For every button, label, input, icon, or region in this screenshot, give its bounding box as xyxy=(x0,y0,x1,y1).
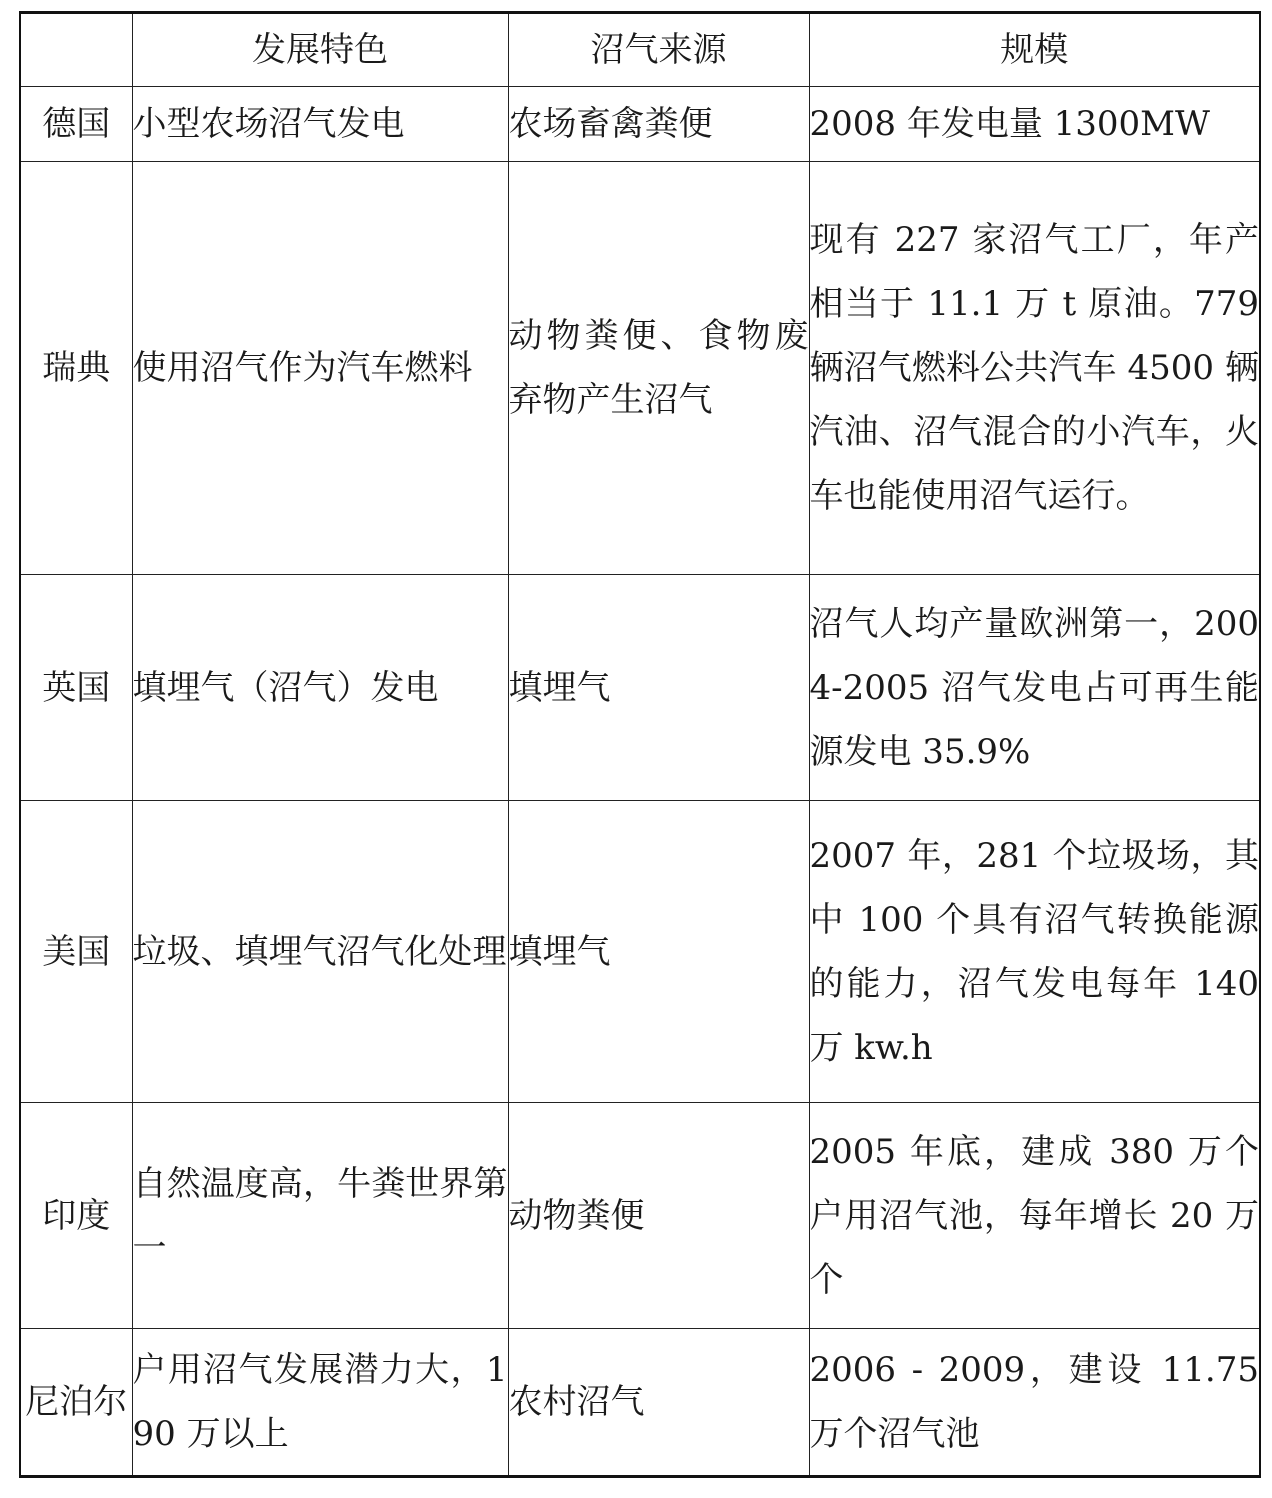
country-cell: 美国 xyxy=(20,801,132,1103)
country-cell: 英国 xyxy=(20,575,132,801)
country-cell: 德国 xyxy=(20,87,132,162)
header-country xyxy=(20,13,132,87)
source-cell: 动物粪便 xyxy=(508,1103,809,1329)
header-source: 沼气来源 xyxy=(508,13,809,87)
country-cell: 印度 xyxy=(20,1103,132,1329)
country-cell: 瑞典 xyxy=(20,162,132,575)
feature-cell: 使用沼气作为汽车燃料 xyxy=(132,162,508,575)
source-cell: 农村沼气 xyxy=(508,1329,809,1477)
biogas-comparison-table xyxy=(19,11,1261,1478)
feature-cell: 垃圾、填埋气沼气化处理 xyxy=(132,801,508,1103)
table-row xyxy=(20,801,1260,1103)
table-header-row xyxy=(20,13,1260,87)
table-row xyxy=(20,87,1260,162)
feature-cell: 填埋气（沼气）发电 xyxy=(132,575,508,801)
source-cell: 填埋气 xyxy=(508,575,809,801)
source-cell: 农场畜禽粪便 xyxy=(508,87,809,162)
table-row xyxy=(20,575,1260,801)
header-feature: 发展特色 xyxy=(132,13,508,87)
source-cell: 动物粪便、食物废弃物产生沼气 xyxy=(508,162,809,575)
scale-cell: 2008 年发电量 1300MW xyxy=(809,87,1260,162)
scale-cell: 2005 年底，建成 380 万个户用沼气池，每年增长 20 万个 xyxy=(809,1103,1260,1329)
scale-cell: 现有 227 家沼气工厂，年产相当于 11.1 万 t 原油。779 辆沼气燃料公共汽车 4500 辆汽油、沼气混合的小汽车，火车也能使用沼气运行。 xyxy=(809,162,1260,575)
scale-cell: 2007 年，281 个垃圾场，其中 100 个具有沼气转换能源的能力，沼气发电每年 140 万 kw.h xyxy=(809,801,1260,1103)
scale-cell: 2006 - 2009，建设 11.75 万个沼气池 xyxy=(809,1329,1260,1477)
table-row xyxy=(20,1329,1260,1477)
scale-cell: 沼气人均产量欧洲第一，2004-2005 沼气发电占可再生能源发电 35.9% xyxy=(809,575,1260,801)
table-row xyxy=(20,1103,1260,1329)
feature-cell: 小型农场沼气发电 xyxy=(132,87,508,162)
table-row xyxy=(20,162,1260,575)
feature-cell: 户用沼气发展潜力大，190 万以上 xyxy=(132,1329,508,1477)
header-scale: 规模 xyxy=(809,13,1260,87)
source-cell: 填埋气 xyxy=(508,801,809,1103)
feature-cell: 自然温度高，牛粪世界第一 xyxy=(132,1103,508,1329)
country-cell: 尼泊尔 xyxy=(20,1329,132,1477)
